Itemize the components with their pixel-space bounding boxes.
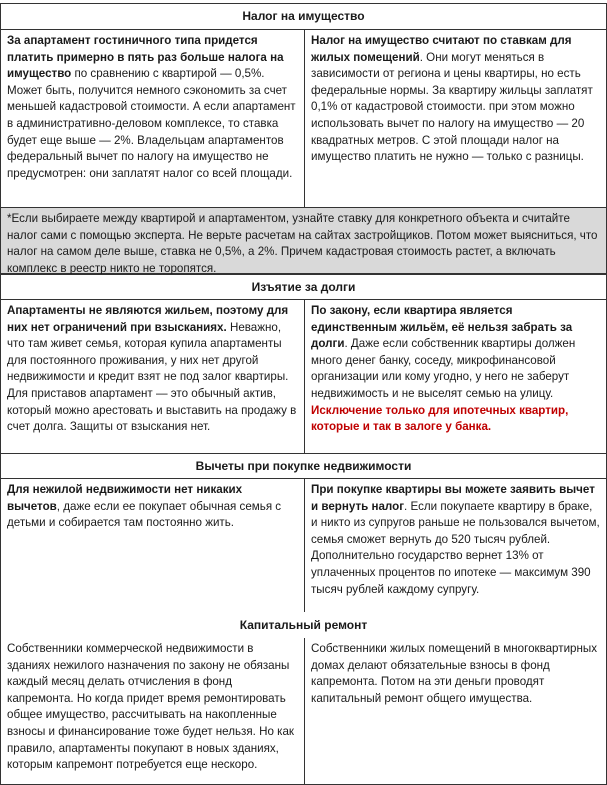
tax-note xyxy=(0,207,607,274)
repair-flat-cell xyxy=(305,638,607,785)
deduction-flat-text xyxy=(311,482,600,598)
section-header-tax xyxy=(0,3,607,30)
section-header-deduction xyxy=(0,453,607,479)
deduction-apartment-lead: Для нежилой недвижимости нет никаких вычетов xyxy=(7,483,243,513)
tax-apartment-lead: За апартамент гостиничного типа придется платить примерно в пять раз больше налога на имущество xyxy=(7,34,284,81)
deduction-apartment-cell xyxy=(0,479,305,612)
debt-flat-cell xyxy=(305,300,607,453)
tax-flat-text xyxy=(311,33,600,166)
deduction-apartment-body: , даже если ее покупает обычная семья с детьми и собирается там постоянно жить. xyxy=(7,499,282,530)
tax-apartment-cell xyxy=(0,30,305,207)
tax-apartment-text xyxy=(7,33,298,182)
debt-flat-exception: Исключение только для ипотечных квартир, которые и так в залоге у банка. xyxy=(311,403,569,434)
repair-apartment-text: Собственники коммерческой недвижимости в зданиях нежилого назначения по закону не обязаны каждый месяц делать отчисления в фонд капремонта. Но когда придет время ремонтировать общее имущество, рассчитывать на накопленные взносы и финансирование тоже будет нельзя. Но как правило, апартаменты покупают в новых зданиях, которым капремонт потребуется еще нескоро. xyxy=(7,642,294,772)
section-title-tax: Налог на имущество xyxy=(242,9,365,24)
repair-flat-text: Собственники жилых помещений в многоквартирных домах делают обязательные взносы в фонд капремонта. Потом на эти деньги проводят капитальный ремонт общего имущества. xyxy=(311,642,598,705)
section-title-repair: Капитальный ремонт xyxy=(239,617,368,632)
debt-apartment-cell xyxy=(0,300,305,453)
tax-flat-body: . Они могут меняться в зависимости от региона и цены квартиры, но есть федеральные нормы. За квартиру жильцы заплатят 0,1% от кадастровой стоимости. при этом можно использовать вычет по налогу на имущество — 20 квадратных метров. С этой площади налог на имущество платить не нужно — только с разницы. xyxy=(311,50,593,164)
repair-apartment-cell xyxy=(0,638,305,785)
debt-apartment-text xyxy=(7,303,298,436)
debt-flat-text xyxy=(311,303,600,403)
debt-flat-lead: По закону, если квартира является единственным жильём, её нельзя забрать за долги xyxy=(311,304,573,351)
tax-flat-lead: Налог на имущество считают по ставкам для жилых помещений xyxy=(311,34,572,64)
tax-apartment-body: по сравнению с квартирой — 0,5%. Может быть, получится немного сэкономить за счет меньшей кадастровой стоимости. А если апартамент в административно-деловом комплексе, то ставка будет еще выше — 2%. Владельцам апартаментов федеральный вычет по налогу на имущество не предусмотрен: они заплатят налог со всей площади. xyxy=(7,67,296,180)
debt-flat-body: . Даже если собственник квартиры должен много денег банку, соседу, микрофинансовой организации или кому угодно, у него не заберут недвижимость и не выселят семью на улицу. xyxy=(311,337,576,400)
deduction-flat-body: . Если покупаете квартиру в браке, и никто из супругов раньше не пользовался вычетом, семья сможет вернуть до 520 тысяч рублей. Дополнительно государство вернет 13% от уплаченных процентов по ипотеке — максимум 390 тысяч рублей каждому супругу. xyxy=(311,499,600,596)
debt-apartment-body: Неважно, что там живет семья, которая купила апартаменты для постоянного проживания, у них нет другой недвижимости и кредит взят не под залог квартиры. Для приставов апартамент — это обычный актив, который можно арестовать и выставить на продажу в счет долга. Защиты от взыскания нет. xyxy=(7,320,297,434)
tax-note-text: *Если выбираете между квартирой и апартаментом, узнайте ставку для конкретного объекта и считайте налог сами с помощью эксперта. Не верьте расчетам на сайтах застройщиков. Потом может выясниться, что налог на самом деле выше, ставка не 0,5%, а 2%. Причем кадастровая стоимость растет, а включать комплекс в реестр никто не торопятся. xyxy=(7,212,598,275)
section-header-debt xyxy=(0,274,607,300)
debt-apartment-lead: Апартаменты не являются жильем, поэтому для них нет ограничений при взысканиях. xyxy=(7,304,289,334)
deduction-flat-cell xyxy=(305,479,607,612)
deduction-apartment-text xyxy=(7,482,298,532)
tax-flat-cell xyxy=(305,30,607,207)
section-title-debt: Изъятие за долги xyxy=(251,279,356,294)
section-header-repair xyxy=(0,612,607,638)
section-title-deduction: Вычеты при покупке недвижимости xyxy=(195,458,412,473)
deduction-flat-lead: При покупке квартиры вы можете заявить вычет и вернуть налог xyxy=(311,483,595,513)
